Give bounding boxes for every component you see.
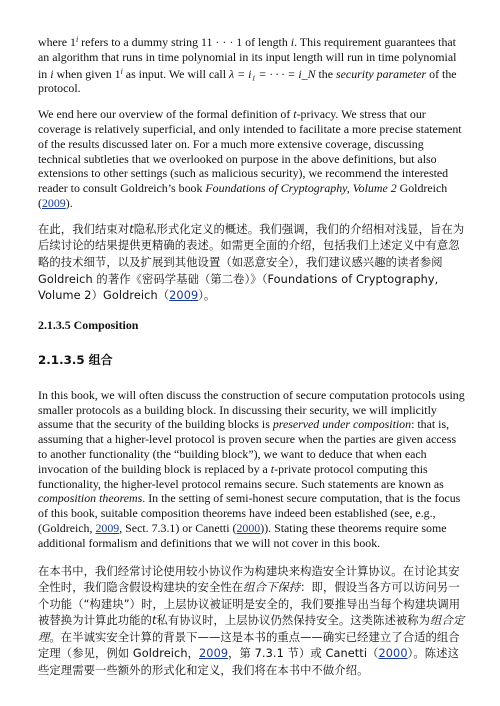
section-heading: 2.1.3.5 Composition (38, 317, 139, 332)
citation-link-2009[interactable]: 2009 (95, 520, 120, 535)
text: 。在半诚实安全计算的背景下——这是本书的重点——确实已经建立了合适的组合定理（参见，例如 Goldreich， (38, 630, 460, 661)
text: 私有协议时，上层协议仍然保持安全。这类陈述被称为 (156, 614, 431, 628)
paragraph-security-parameter (38, 33, 468, 96)
text: 隐私形式化定义的概述。我们强调，我们的介绍相对浅显，旨在为后续讨论的结果提供更精确的表述。如需更全面的介绍，包括我们上述定义中有意忽略的技术细节，以及扩展到其他设置（如恶意安全），我们建议感兴趣的读者参阅 Goldreich 的著作《密码学基础（第二卷）》（Foundations of Cryptography, Volume 2）Goldreich（ (38, 222, 465, 303)
text: ）。陈述这些定理需要一些额外的形式化和定义，我们将在本书中不做介绍。 (38, 647, 459, 678)
text: -privacy. We stress that our coverage is relatively superficial, and only intended to facilitate a more precise statement of the results discussed later on. For a much more extensive coverage, discussing technical subtleties that we overlooked on purpose in the above definitions, but also extensions to other settings (such as malicious security), we recommend the interested reader to consult Goldreich’s book (38, 107, 462, 196)
text: 在本书中，我们经常讨论使用较小协议作为构建块来构造安全计算协议。在讨论其安全性时，我们隐含假设构建块的安全性在 (38, 564, 460, 595)
text: . In the setting of semi-honest secure computation, that is the focus of this book, suitable composition theorems have indeed been established (see, e.g., (Goldreich, (38, 491, 461, 535)
text: : that is, assuming that a higher-level protocol is proven secure when the parties are given access to another functionality (the “building block”), we want to deduce that when each invocation of the building block is replaced by a (38, 417, 457, 476)
emphasis: composition theorems (38, 491, 143, 506)
math-var: t (270, 461, 275, 476)
emphasis: 组合定理 (38, 614, 465, 644)
paragraph-overview-end-zh (38, 222, 468, 305)
text: ，第 7.3.1 节）或 Canetti（ (228, 647, 379, 661)
text: -private protocol computing this functionality, the higher-level protocol remains secure. Such statements are known as (38, 461, 444, 491)
math-var: t (151, 614, 157, 628)
text: )). Stating these theorems require some additional formalism and definitions that we will not cover in this book. (38, 520, 447, 550)
text: ：即，假设当各方可以访问另一个功能（“构建块”）时，上层协议被证明是安全的，我们要推导出当每个构建块调用被替换为计算此功能的 (38, 581, 461, 628)
text: We end here our overview of the formal definition of (38, 107, 294, 122)
book-title: Foundations of Cryptography, Volume 2 (205, 181, 397, 196)
citation-link-2009[interactable]: 2009 (41, 195, 66, 210)
math-var: t (129, 222, 134, 236)
text: ）。 (198, 289, 216, 303)
paragraph-composition-zh (38, 564, 468, 680)
text: In this book, we will often discuss the construction of secure computation protocols using smaller protocols as a building block. In discussing their security, we will implicitly assume that the security of the building blocks is (38, 387, 465, 432)
math-var: i (50, 66, 54, 81)
citation-link-2000[interactable]: 2000 (378, 647, 408, 661)
text: refers to a dummy string 11 · · · 1 of length (78, 35, 291, 49)
text: , Sect. 7.3.1) or Canetti ( (119, 520, 237, 535)
section-heading-zh: 2.1.3.5 组合 (38, 352, 113, 367)
text: . This requirement guarantees that an algorithm that runs in time polynomial in its input length will run in time polynomial in (38, 35, 457, 81)
text: where 1 (38, 35, 76, 49)
superscript: i (75, 35, 79, 44)
text: as input. We will call (122, 66, 229, 81)
paragraph-composition (38, 388, 468, 551)
citation-link-2009[interactable]: 2009 (169, 289, 199, 303)
math-expression: λ = i₁ = · · · = i_N (228, 66, 316, 81)
emphasis: preserved under composition (272, 417, 412, 432)
math-var: t (293, 107, 297, 122)
math-var: i (290, 35, 295, 49)
text: the (315, 66, 337, 81)
emphasis: 组合下保持 (243, 581, 301, 595)
text: ). (65, 195, 73, 210)
document-page (38, 33, 468, 680)
paragraph-overview-end (38, 107, 468, 211)
citation-link-2009[interactable]: 2009 (199, 647, 229, 661)
superscript: i (120, 66, 123, 76)
text: 在此，我们结束对 (38, 222, 130, 236)
emphasis: security parameter (336, 66, 427, 81)
text: when given 1 (53, 66, 121, 81)
text: of the protocol. (38, 66, 457, 96)
text: Goldreich ( (38, 181, 448, 210)
citation-link-2000[interactable]: 2000 (236, 520, 261, 535)
